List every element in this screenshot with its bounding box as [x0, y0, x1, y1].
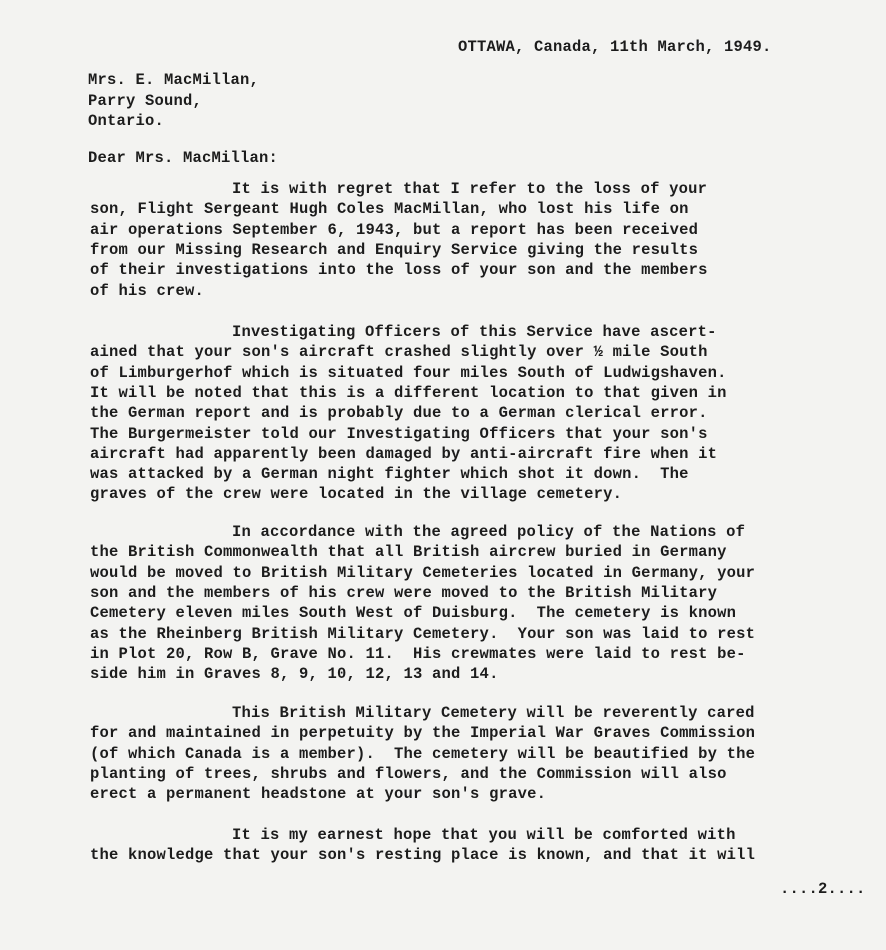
- paragraph-line: This British Military Cemetery will be reverently cared: [232, 704, 755, 722]
- paragraph-line: for and maintained in perpetuity by the Imperial War Graves Commission: [90, 724, 756, 743]
- paragraph-line: Investigating Officers of this Service have ascert-: [232, 323, 717, 341]
- paragraph-line: side him in Graves 8, 9, 10, 12, 13 and 14.: [90, 665, 499, 684]
- paragraph-line: planting of trees, shrubs and flowers, and the Commission will also: [90, 764, 727, 783]
- paragraph-line: erect a permanent headstone at your son's grave.: [90, 785, 547, 804]
- paragraph-line: the German report and is probably due to a German clerical error.: [90, 404, 708, 423]
- paragraph-line: In accordance with the agreed policy of the Nations of: [232, 523, 746, 541]
- dateline: OTTAWA, Canada, 11th March, 1949.: [458, 38, 772, 56]
- paragraph-line: the knowledge that your son's resting place is known, and that it will: [90, 846, 756, 865]
- paragraph-line: the British Commonwealth that all British aircrew buried in Germany: [90, 543, 727, 562]
- paragraph-line: son, Flight Sergeant Hugh Coles MacMillan, who lost his life on: [90, 200, 689, 219]
- paragraph-line: (of which Canada is a member). The cemetery will be beautified by the: [90, 744, 756, 763]
- paragraph-line: in Plot 20, Row B, Grave No. 11. His crewmates were laid to rest be-: [90, 644, 746, 663]
- paragraph-line: of Limburgerhof which is situated four miles South of Ludwigshaven.: [90, 363, 727, 382]
- recipient-province: Ontario.: [88, 112, 165, 130]
- paragraph-line: It will be noted that this is a different location to that given in: [90, 383, 727, 402]
- paragraph-line: It is my earnest hope that you will be comforted with: [232, 826, 736, 844]
- paragraph-line: of his crew.: [90, 281, 205, 300]
- paragraph-line: son and the members of his crew were moved to the British Military: [90, 583, 718, 602]
- salutation: Dear Mrs. MacMillan:: [88, 149, 279, 167]
- recipient-town: Parry Sound,: [88, 92, 203, 110]
- paragraph-line: from our Missing Research and Enquiry Service giving the results: [90, 240, 699, 259]
- recipient-name: Mrs. E. MacMillan,: [88, 71, 260, 89]
- paragraph-line: would be moved to British Military Cemeteries located in Germany, your: [90, 563, 756, 582]
- paragraph-line: It is with regret that I refer to the loss of your: [232, 180, 708, 198]
- paragraph-line: air operations September 6, 1943, but a report has been received: [90, 220, 699, 239]
- paragraph-line: The Burgermeister told our Investigating Officers that your son's: [90, 424, 708, 443]
- paragraph-line: as the Rheinberg British Military Cemetery. Your son was laid to rest: [90, 624, 756, 643]
- paragraph-line: aircraft had apparently been damaged by anti-aircraft fire when it: [90, 444, 718, 463]
- paragraph-line: ained that your son's aircraft crashed slightly over ½ mile South: [90, 343, 708, 362]
- page-continuation: ....2....: [780, 880, 866, 898]
- paragraph-line: was attacked by a German night fighter which shot it down. The: [90, 465, 689, 484]
- paragraph-line: Cemetery eleven miles South West of Duisburg. The cemetery is known: [90, 604, 737, 623]
- paragraph-line: of their investigations into the loss of your son and the members: [90, 261, 708, 280]
- paragraph-line: graves of the crew were located in the village cemetery.: [90, 485, 623, 504]
